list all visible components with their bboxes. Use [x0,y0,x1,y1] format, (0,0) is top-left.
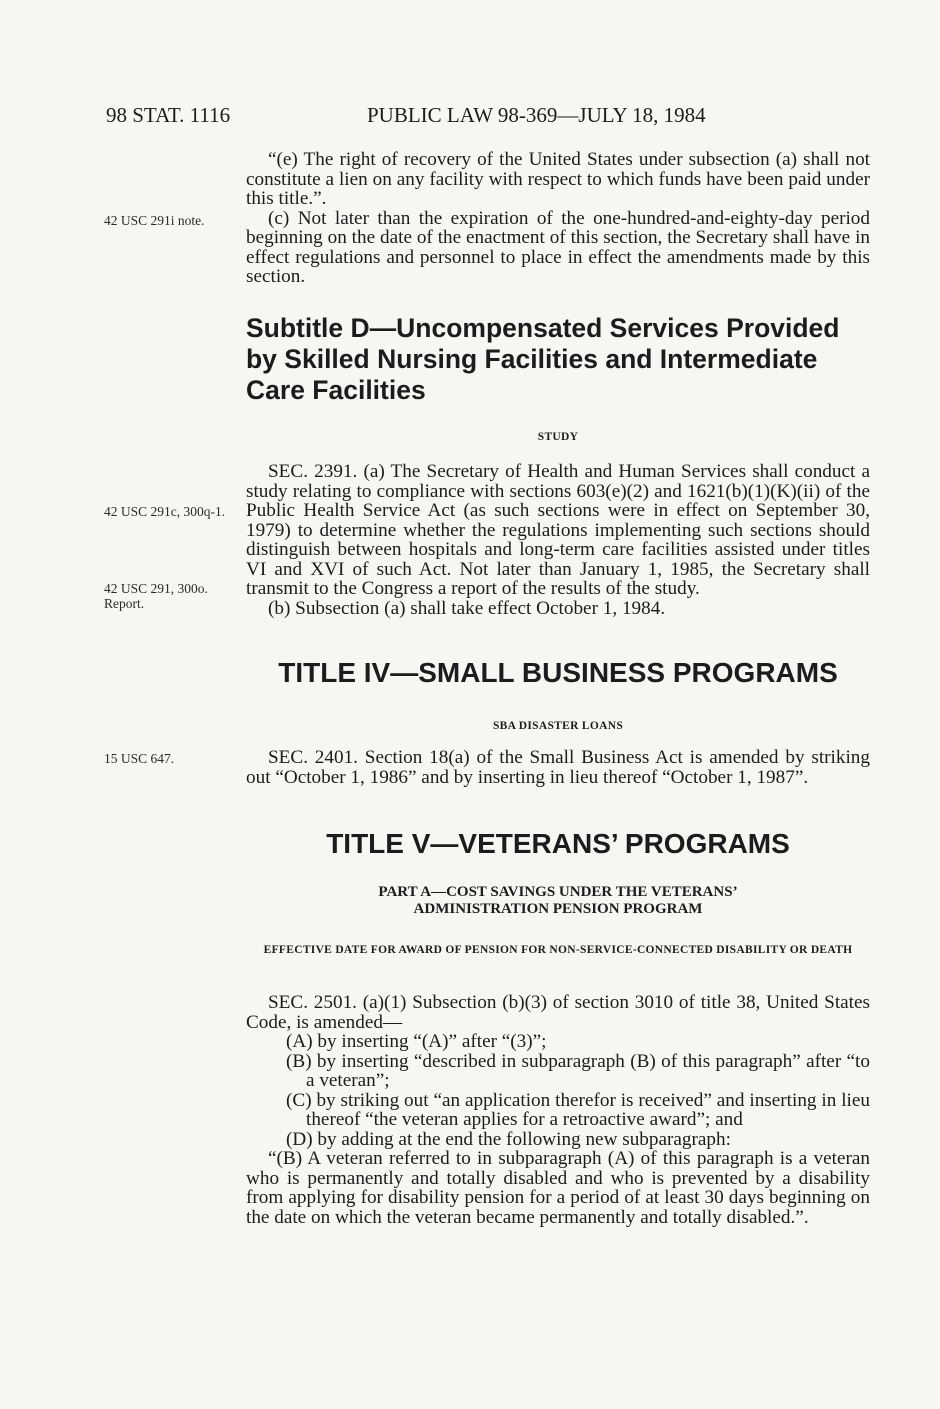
title-heading: TITLE V—VETERANS’ PROGRAMS [326,828,790,859]
part-heading: PART A—COST SAVINGS UNDER THE VETERANS’ ADMINISTRATION PENSION PROGRAM [378,884,738,917]
title-v-block [246,828,870,860]
paragraph: SEC. 2391. (a) The Secretary of Health and Human Services shall conduct a study relating to compliance with sections 603(e)(2) and 1621(b)(1)(K)(ii) of the Public Health Service Act (as such sections were in effect on September 30, 1979) to determine whether the regulations implementing such sections should distinguish between hospitals and long-term care facilities assisted under titles VI and XVI of such Act. Not later than January 1, 1985, the Secretary shall transmit to the Congress a report of the results of the study. [246,461,870,599]
list-item: (C) by striking out “an application therefor is received” and inserting in lieu thereof “the veteran applies for a retroactive award”; and [286,1089,870,1130]
title-heading: TITLE IV—SMALL BUSINESS PROGRAMS [278,657,838,688]
section-heading: STUDY [537,431,579,443]
effective-date-block [246,943,870,957]
paragraph: (c) Not later than the expiration of the one-hundred-and-eighty-day period beginning on the date of the enactment of this section, the Secretary shall have in effect regulations and personnel to place in effect the amendments made by this section. [246,207,870,287]
sec2501-block [246,993,870,1227]
title-iv-block [246,657,870,689]
sec2391-block [246,462,870,618]
section-heading: SBA DISASTER LOANS [492,720,624,732]
list-item: (B) by inserting “described in subparagraph (B) of this paragraph” after “to a veteran”; [286,1050,870,1091]
list-item: (D) by adding at the end the following new subparagraph: [286,1128,731,1150]
text-block [246,150,870,287]
quoted-paragraph: “(B) A veteran referred to in subparagraph (A) of this paragraph is a veteran who is permanently and totally disabled and who is prevented by a disability from applying for disability pension for a period of at least 30 days beginning on the date on which the veteran became permanently and totally disabled.”. [246,1148,870,1228]
study-block [246,430,870,444]
section-heading: EFFECTIVE DATE FOR AWARD OF PENSION FOR NON-SERVICE-CONNECTED DISABILITY OR DEATH [263,944,853,956]
subtitle-heading: Subtitle D—Uncompensated Services Provided by Skilled Nursing Facilities and Intermediate Care Facilities [246,313,840,405]
sba-block [246,719,870,733]
page-header [106,103,756,133]
statute-page-number: 98 STAT. 1116 [106,103,231,127]
subtitle-block [246,313,870,406]
margin-note: 15 USC 647. [104,751,175,766]
running-title: PUBLIC LAW 98-369—JULY 18, 1984 [367,103,706,127]
part-a-block [246,884,870,918]
sec2401-block [246,748,870,787]
list-item: (A) by inserting “(A)” after “(3)”; [286,1031,547,1052]
paragraph: SEC. 2501. (a)(1) Subsection (b)(3) of section 3010 of title 38, United States Code, is amended— [246,992,870,1033]
margin-note: 42 USC 291, 300o. Report. [104,581,208,611]
margin-note: 42 USC 291i note. [104,213,205,228]
paragraph: (b) Subsection (a) shall take effect October 1, 1984. [268,597,666,619]
paragraph: SEC. 2401. Section 18(a) of the Small Business Act is amended by striking out “October 1, 1986” and by inserting in lieu thereof “October 1, 1987”. [246,747,870,788]
margin-note: 42 USC 291c, 300q-1. [104,504,226,519]
paragraph: “(e) The right of recovery of the United States under subsection (a) shall not constitute a lien on any facility with respect to which funds have been paid under this title.”. [246,149,870,209]
